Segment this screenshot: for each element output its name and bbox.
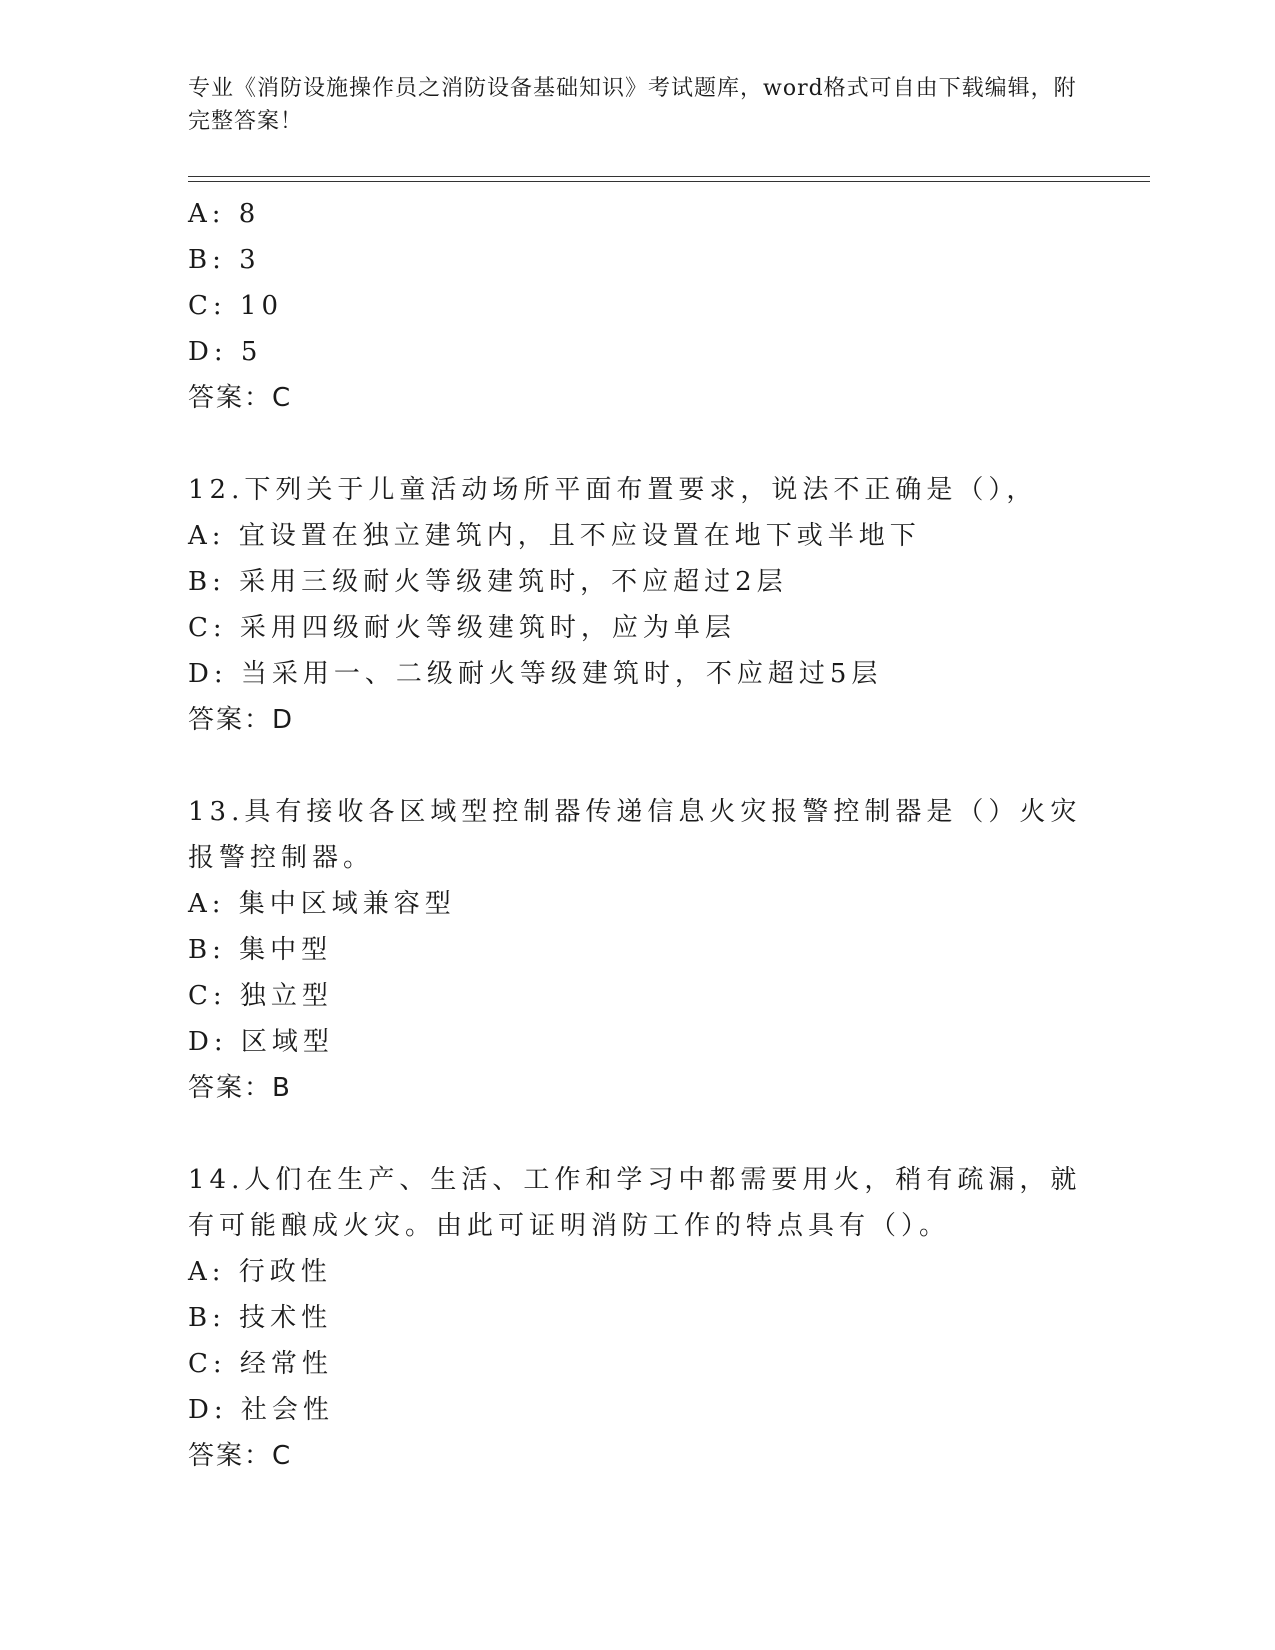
question-stem: 13.具有接收各区域型控制器传递信息火灾报警控制器是（）火灾报警控制器。 xyxy=(188,797,1082,873)
option-a: A: 集中区域兼容型 xyxy=(188,889,456,919)
question-list xyxy=(188,191,1088,1479)
question-11 xyxy=(188,191,1088,421)
option-b: B: 3 xyxy=(188,245,261,275)
option-b: B: 技术性 xyxy=(188,1303,333,1333)
question-13 xyxy=(188,789,1088,1111)
question-stem: 14.人们在生产、生活、工作和学习中都需要用火，稍有疏漏，就有可能酿成火灾。由此可证明消防工作的特点具有（）。 xyxy=(188,1165,1082,1241)
question-14 xyxy=(188,1157,1088,1479)
answer: 答案：B xyxy=(188,1073,292,1103)
page-header: 专业《消防设施操作员之消防设备基础知识》考试题库，word格式可自由下载编辑，附完整答案！ xyxy=(188,76,1077,134)
option-d: D: 区域型 xyxy=(188,1027,334,1057)
option-a: A: 宜设置在独立建筑内，且不应设置在地下或半地下 xyxy=(188,521,921,551)
question-12 xyxy=(188,467,1088,743)
question-stem: 12.下列关于儿童活动场所平面布置要求，说法不正确是（）， xyxy=(188,475,1038,505)
option-c: C: 采用四级耐火等级建筑时，应为单层 xyxy=(188,613,736,643)
spacer xyxy=(188,743,1088,789)
option-d: D: 社会性 xyxy=(188,1395,334,1425)
option-d: D: 5 xyxy=(188,337,263,367)
option-a: A: 8 xyxy=(188,199,261,229)
option-b: B: 集中型 xyxy=(188,935,333,965)
header-rule-top xyxy=(188,176,1150,177)
option-b: B: 采用三级耐火等级建筑时，不应超过2层 xyxy=(188,567,788,597)
option-d: D: 当采用一、二级耐火等级建筑时，不应超过5层 xyxy=(188,659,883,689)
answer: 答案：D xyxy=(188,705,295,735)
option-c: C: 独立型 xyxy=(188,981,333,1011)
header-rule-bottom xyxy=(188,181,1150,182)
option-c: C: 经常性 xyxy=(188,1349,333,1379)
option-a: A: 行政性 xyxy=(188,1257,332,1287)
spacer xyxy=(188,421,1088,467)
option-c: C: 10 xyxy=(188,291,284,321)
answer: 答案：C xyxy=(188,1441,293,1471)
spacer xyxy=(188,1111,1088,1157)
answer: 答案：C xyxy=(188,383,293,413)
